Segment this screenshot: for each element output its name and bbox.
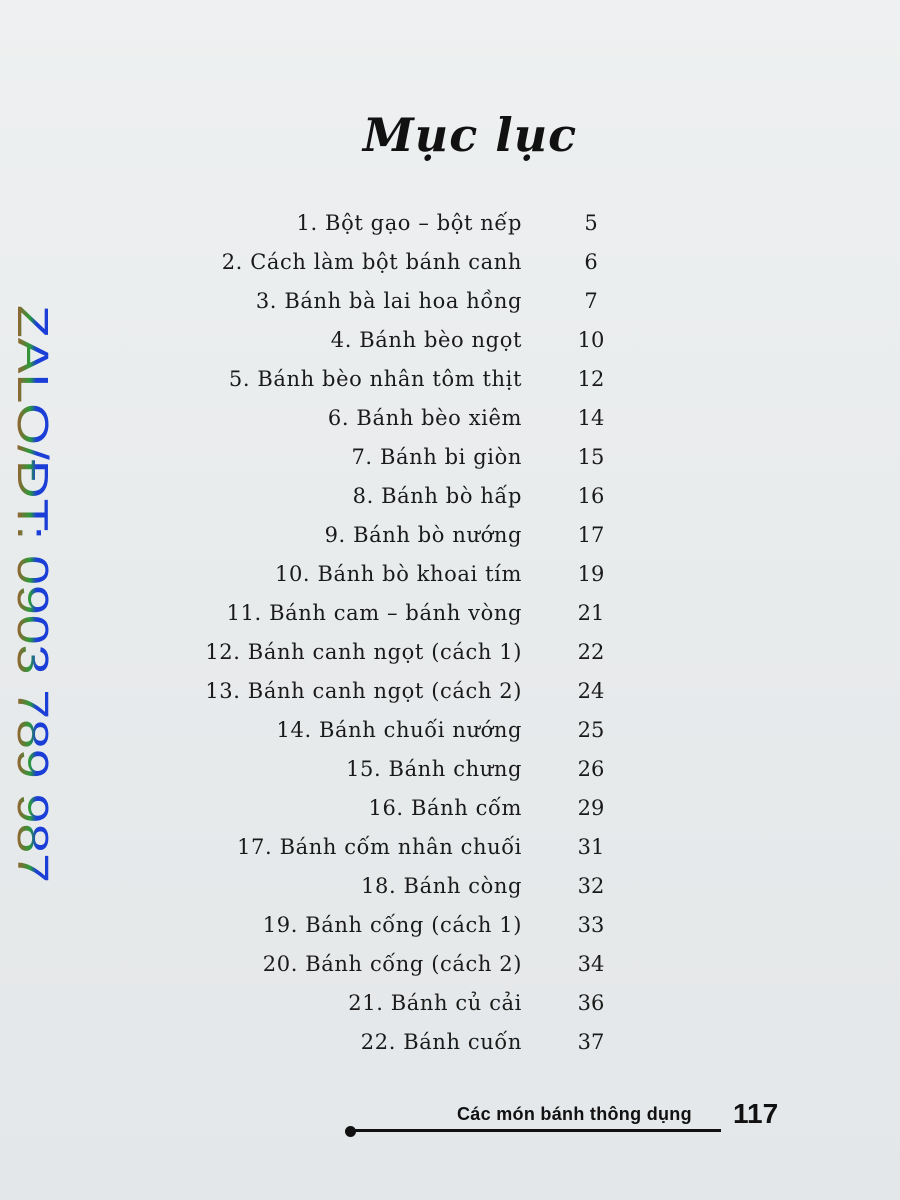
- toc-page-number: 7: [584, 289, 598, 313]
- toc-page-number: 12: [577, 367, 605, 391]
- toc-entry-title: 12. Bánh canh ngọt (cách 1): [205, 640, 522, 664]
- toc-page-number: 34: [577, 952, 605, 976]
- toc-page-number: 29: [577, 796, 605, 820]
- toc-entry-title: 16. Bánh cốm: [368, 796, 522, 820]
- toc-item: [0, 948, 900, 987]
- toc-item: [0, 870, 900, 909]
- toc-item: [0, 519, 900, 558]
- toc-entry-title: 6. Bánh bèo xiêm: [327, 406, 522, 430]
- toc-page-number: 15: [577, 445, 605, 469]
- toc-page-number: 5: [584, 211, 598, 235]
- toc-page-number: 26: [577, 757, 605, 781]
- watermark-text: ZALO/ĐT: 0903 789 987: [8, 305, 57, 780]
- toc-entry-title: 18. Bánh còng: [361, 874, 522, 898]
- toc-page-number: 24: [577, 679, 605, 703]
- toc-page-number: 37: [577, 1030, 605, 1054]
- footer-book-title: Các món bánh thông dụng: [457, 1104, 692, 1124]
- table-of-contents: [0, 207, 900, 1065]
- toc-item: [0, 324, 900, 363]
- toc-page-number: 19: [577, 562, 605, 586]
- toc-entry-title: 5. Bánh bèo nhân tôm thịt: [228, 367, 522, 391]
- toc-page-number: 31: [577, 835, 605, 859]
- toc-item: [0, 636, 900, 675]
- toc-entry-title: 19. Bánh cống (cách 1): [262, 913, 522, 937]
- footer-rule: [351, 1129, 721, 1132]
- toc-page-number: 10: [577, 328, 605, 352]
- toc-page-number: 6: [584, 250, 598, 274]
- toc-item: [0, 714, 900, 753]
- toc-item: [0, 1026, 900, 1065]
- toc-item: [0, 246, 900, 285]
- toc-item: [0, 753, 900, 792]
- toc-entry-title: 20. Bánh cống (cách 2): [262, 952, 522, 976]
- toc-entry-title: 4. Bánh bèo ngọt: [330, 328, 522, 352]
- footer-page-number: 117: [733, 1098, 779, 1129]
- toc-entry-title: 22. Bánh cuốn: [360, 1030, 522, 1054]
- toc-entry-title: 2. Cách làm bột bánh canh: [221, 250, 522, 274]
- toc-entry-title: 7. Bánh bi giòn: [351, 445, 522, 469]
- toc-item: [0, 909, 900, 948]
- toc-item: [0, 831, 900, 870]
- toc-entry-title: 10. Bánh bò khoai tím: [275, 562, 522, 586]
- toc-item: [0, 558, 900, 597]
- toc-item: [0, 441, 900, 480]
- page-footer: [345, 1098, 795, 1138]
- toc-item: [0, 207, 900, 246]
- toc-item: [0, 792, 900, 831]
- toc-page-number: 25: [577, 718, 605, 742]
- toc-page-number: 33: [577, 913, 605, 937]
- toc-page-number: 17: [577, 523, 605, 547]
- toc-item: [0, 480, 900, 519]
- toc-entry-title: 13. Bánh canh ngọt (cách 2): [205, 679, 522, 703]
- toc-page-number: 36: [577, 991, 605, 1015]
- toc-entry-title: 21. Bánh củ cải: [348, 991, 522, 1015]
- page-title: Mục lục: [362, 108, 578, 162]
- toc-item: [0, 987, 900, 1026]
- toc-page-number: 21: [577, 601, 605, 625]
- toc-page-number: 14: [577, 406, 605, 430]
- toc-entry-title: 14. Bánh chuối nướng: [276, 718, 522, 742]
- toc-page-number: 32: [577, 874, 605, 898]
- toc-page-number: 22: [577, 640, 605, 664]
- toc-entry-title: 17. Bánh cốm nhân chuối: [237, 835, 522, 859]
- contact-watermark: [6, 305, 66, 905]
- toc-entry-title: 15. Bánh chưng: [346, 757, 522, 781]
- toc-entry-title: 9. Bánh bò nướng: [324, 523, 522, 547]
- toc-item: [0, 285, 900, 324]
- toc-entry-title: 8. Bánh bò hấp: [352, 484, 522, 508]
- toc-entry-title: 11. Bánh cam – bánh vòng: [226, 601, 522, 625]
- toc-item: [0, 402, 900, 441]
- toc-item: [0, 675, 900, 714]
- toc-item: [0, 597, 900, 636]
- toc-entry-title: 1. Bột gạo – bột nếp: [296, 211, 522, 235]
- toc-page-number: 16: [577, 484, 605, 508]
- toc-entry-title: 3. Bánh bà lai hoa hồng: [255, 289, 522, 313]
- toc-item: [0, 363, 900, 402]
